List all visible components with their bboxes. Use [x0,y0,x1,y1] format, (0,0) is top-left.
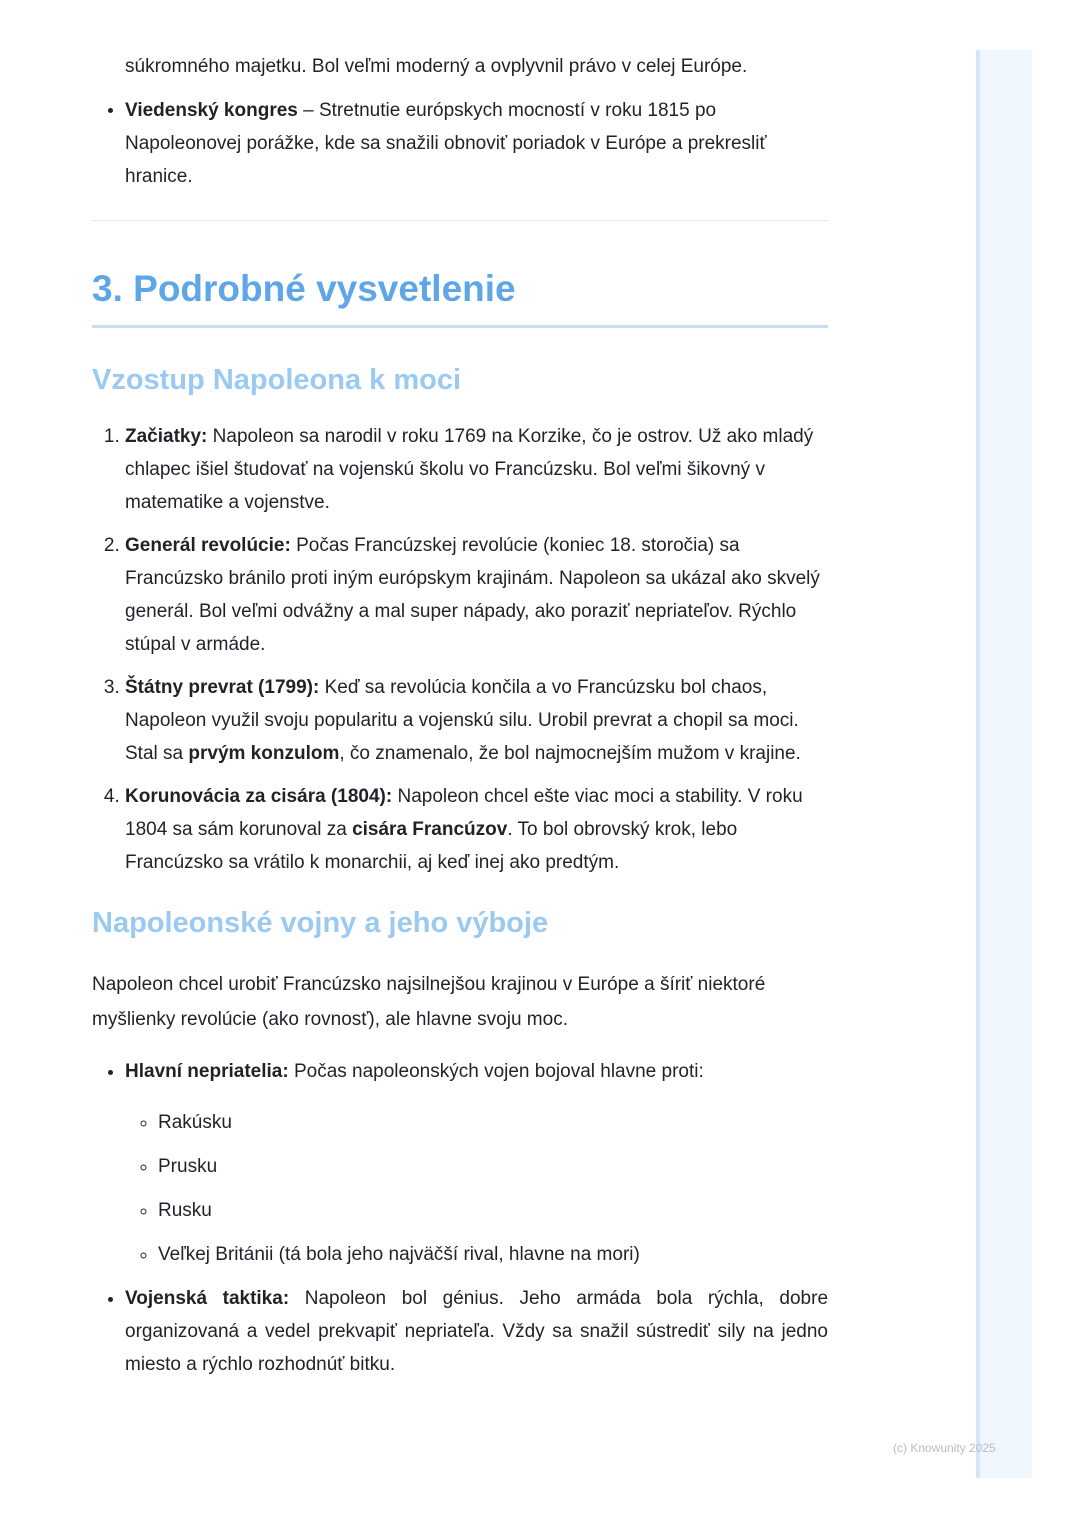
term-vienna-congress: Viedenský kongres [125,100,298,121]
item-term: Hlavní nepriatelia: [125,1061,289,1082]
continuation-text [125,50,828,83]
item-text: Napoleon sa narodil v roku 1769 na Korzike, čo je ostrov. Už ako mladý chlapec išiel študovať na vojenskú školu vo Francúzsku. Bol veľmi šikovný v matematike a vojenstve. [125,426,814,513]
side-panel [976,50,1032,1478]
list-item [125,780,828,879]
wars-list [92,1055,828,1381]
sublist-item: ◦ Rusku [158,1194,828,1227]
term-description: – Stretnutie európskych mocností v roku 1815 po Napoleonovej porážke, kde sa snažili obnoviť poriadok v Európe a prekresliť hranice. [125,100,767,187]
item-text: Počas Francúzskej revolúcie (koniec 18. storočia) sa Francúzsko bránilo proti iným európskym krajinám. Napoleon sa ukázal ako skvelý generál. Bol veľmi odvážny a mal super nápady, ako poraziť nepriateľov. Rýchlo stúpal v armáde. [125,535,820,655]
wars-intro-paragraph: Napoleon chcel urobiť Francúzsko najsilnejšou krajinou v Európe a šíriť niektoré myšlienky revolúcie (ako rovnosť), ale hlavne svoju moc. [92,974,766,1030]
list-item [125,420,828,519]
sublist-item: ◦ Rakúsku [158,1106,828,1139]
list-item [125,1282,828,1381]
item-term: Korunovácia za cisára (1804): [125,786,393,807]
item-text: . To bol obrovský krok, lebo Francúzsko sa vrátilo k monarchii, aj keď inej ako predtým. [125,819,738,873]
subsection-heading-wars: Napoleonské vojny a jeho výboje [92,907,549,939]
subsection-heading-rise: Vzostup Napoleona k moci [92,364,461,396]
sublist-item: ◦ Veľkej Británii (tá bola jeho najväčší rival, hlavne na mori) [158,1238,828,1271]
item-term: Vojenská taktika: [125,1288,290,1309]
list-item [125,529,828,661]
definitions-list-2 [92,94,828,193]
item-text: Keď sa revolúcia končila a vo Francúzsku bol chaos, Napoleon využil svoju popularitu a vojenskú silu. Urobil prevrat a chopil sa moci. Stal sa [125,677,799,764]
item-text: Počas napoleonských vojen bojoval hlavne proti: [288,1061,704,1082]
enemies-sublist [125,1106,828,1271]
section-heading: 3. Podrobné vysvetlenie [92,267,828,328]
section-divider [92,220,828,221]
sublist-item: ◦ Prusku [158,1150,828,1183]
item-term: Generál revolúcie: [125,535,291,556]
item-emphasis: cisára Francúzov [352,819,508,840]
document-page [92,50,828,1391]
item-text: Napoleon chcel ešte viac moci a stability. V roku 1804 sa sám korunoval za [125,786,803,840]
item-text: , čo znamenalo, že bol najmocnejším mužom v krajine. [339,743,801,764]
list-item [125,671,828,770]
list-item [125,1055,828,1271]
continuation-line: súkromného majetku. Bol veľmi moderný a ovplyvnil právo v celej Európe. [125,56,748,77]
definitions-list [92,50,828,83]
item-emphasis: prvým konzulom [188,743,340,764]
copyright-footer: (c) Knowunity 2025 [893,1441,996,1455]
item-text: Napoleon bol génius. Jeho armáda bola rýchla, dobre organizovaná a vedel prekvapiť nepriateľa. Vždy sa snažil sústrediť sily na jedno miesto a rýchlo rozhodnúť bitku. [125,1288,829,1375]
list-item [125,94,828,193]
item-term: Štátny prevrat (1799): [125,677,320,698]
item-term: Začiatky: [125,426,208,447]
rise-steps-list [92,420,828,879]
